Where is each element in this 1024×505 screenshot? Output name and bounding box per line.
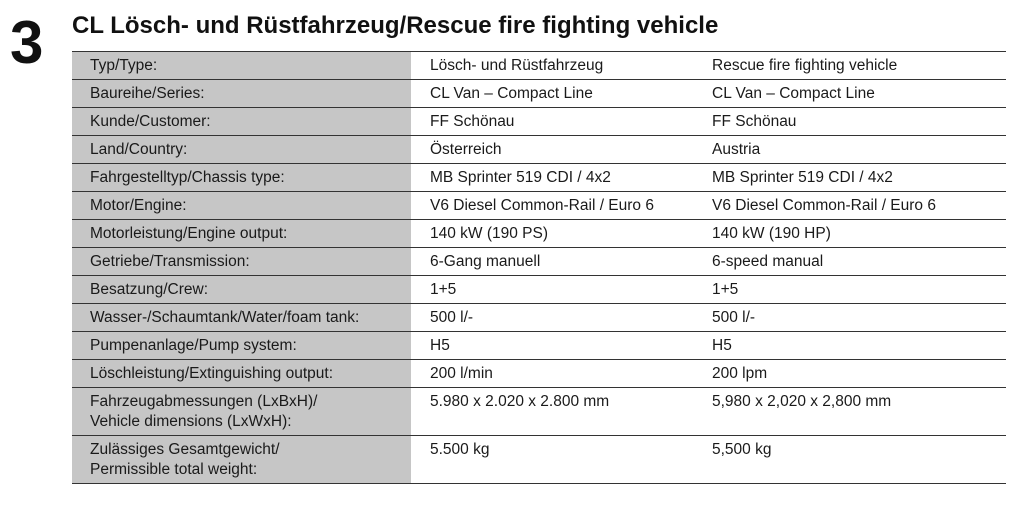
table-row — [72, 436, 1006, 484]
value-german: V6 Diesel Common-Rail / Euro 6 — [411, 192, 702, 220]
row-label: Pumpenanlage/Pump system: — [72, 332, 411, 360]
row-label: Baureihe/Series: — [72, 80, 411, 108]
table-row — [72, 304, 1006, 332]
value-english: Rescue fire fighting vehicle — [702, 52, 1006, 80]
row-label: Getriebe/Transmission: — [72, 248, 411, 276]
section-number: 3 — [10, 9, 44, 76]
row-label: Wasser-/Schaumtank/Water/foam tank: — [72, 304, 411, 332]
spec-table — [72, 51, 1006, 484]
value-english: FF Schönau — [702, 108, 1006, 136]
value-german: FF Schönau — [411, 108, 702, 136]
row-label: Fahrzeugabmessungen (LxBxH)/ Vehicle dimensions (LxWxH): — [72, 388, 411, 436]
value-german: 5.980 x 2.020 x 2.800 mm — [411, 388, 702, 436]
table-row — [72, 332, 1006, 360]
value-english: 200 lpm — [702, 360, 1006, 388]
row-label: Land/Country: — [72, 136, 411, 164]
row-label: Kunde/Customer: — [72, 108, 411, 136]
row-label: Motorleistung/Engine output: — [72, 220, 411, 248]
table-row — [72, 388, 1006, 436]
table-row — [72, 192, 1006, 220]
value-english: 140 kW (190 HP) — [702, 220, 1006, 248]
value-german: H5 — [411, 332, 702, 360]
table-row — [72, 80, 1006, 108]
row-label: Besatzung/Crew: — [72, 276, 411, 304]
value-german: CL Van – Compact Line — [411, 80, 702, 108]
table-row — [72, 136, 1006, 164]
value-german: 140 kW (190 PS) — [411, 220, 702, 248]
table-row — [72, 248, 1006, 276]
value-german: 6-Gang manuell — [411, 248, 702, 276]
value-german: 200 l/min — [411, 360, 702, 388]
table-row — [72, 220, 1006, 248]
value-german: 1+5 — [411, 276, 702, 304]
value-german: 5.500 kg — [411, 436, 702, 484]
table-row — [72, 164, 1006, 192]
value-german: Lösch- und Rüstfahrzeug — [411, 52, 702, 80]
value-english: Austria — [702, 136, 1006, 164]
row-label: Typ/Type: — [72, 52, 411, 80]
value-english: 1+5 — [702, 276, 1006, 304]
value-english: 5,980 x 2,020 x 2,800 mm — [702, 388, 1006, 436]
value-english: CL Van – Compact Line — [702, 80, 1006, 108]
table-row — [72, 52, 1006, 80]
value-english: 500 l/- — [702, 304, 1006, 332]
value-german: 500 l/- — [411, 304, 702, 332]
table-row — [72, 276, 1006, 304]
value-german: MB Sprinter 519 CDI / 4x2 — [411, 164, 702, 192]
table-row — [72, 108, 1006, 136]
value-german: Österreich — [411, 136, 702, 164]
page-title: CL Lösch- und Rüstfahrzeug/Rescue fire fighting vehicle — [72, 12, 719, 39]
value-english: 6-speed manual — [702, 248, 1006, 276]
row-label: Zulässiges Gesamtgewicht/ Permissible total weight: — [72, 436, 411, 484]
table-row — [72, 360, 1006, 388]
value-english: H5 — [702, 332, 1006, 360]
row-label: Löschleistung/Extinguishing output: — [72, 360, 411, 388]
value-english: MB Sprinter 519 CDI / 4x2 — [702, 164, 1006, 192]
value-english: V6 Diesel Common-Rail / Euro 6 — [702, 192, 1006, 220]
row-label: Fahrgestelltyp/Chassis type: — [72, 164, 411, 192]
row-label: Motor/Engine: — [72, 192, 411, 220]
value-english: 5,500 kg — [702, 436, 1006, 484]
